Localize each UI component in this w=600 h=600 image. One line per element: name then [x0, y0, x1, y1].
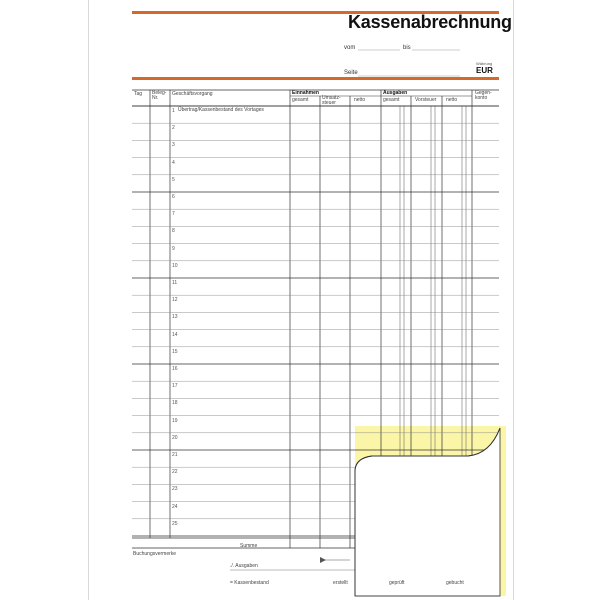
seite-label: Seite — [344, 70, 358, 76]
row-number: 11 — [172, 280, 178, 286]
form-title: Kassenabrechnung — [348, 12, 512, 32]
row-number: 24 — [172, 503, 178, 510]
row-number: 19 — [172, 417, 178, 424]
row-number: 5 — [172, 176, 175, 183]
bis-label: bis — [403, 45, 411, 51]
row-number: 18 — [172, 400, 178, 407]
row-number: 1 — [172, 108, 175, 114]
row-number: 23 — [172, 486, 178, 493]
summe-label: Summe — [240, 543, 258, 549]
row-number: 21 — [172, 452, 178, 458]
header-umsatzsteuer: Umsatz-steuer — [322, 95, 341, 106]
ausgaben-label: ./. Ausgaben — [230, 563, 258, 569]
gebucht-label: gebucht — [446, 580, 464, 586]
row-number: 17 — [172, 383, 178, 390]
row-number: 12 — [172, 297, 178, 304]
buchungsvermerke-label: Buchungsvermerke — [133, 551, 177, 557]
row-number: 14 — [172, 331, 178, 338]
row-number: 4 — [172, 159, 175, 166]
row-number: 20 — [172, 434, 178, 441]
row-number: 9 — [172, 245, 175, 252]
row-number: 3 — [172, 142, 175, 149]
row-number: 7 — [172, 211, 175, 218]
header-einnahmen-gesamt: gesamt — [292, 97, 309, 103]
geprueft-label: geprüft — [389, 580, 405, 586]
row-number: 6 — [172, 194, 175, 200]
row-number: 22 — [172, 469, 178, 476]
header-vorsteuer: Vorsteuer — [415, 97, 437, 103]
header-geschaeftsvorgang: Geschäftsvorgang — [172, 91, 213, 97]
row-number: 13 — [172, 314, 178, 321]
erstellt-label: erstellt — [333, 580, 348, 586]
header-beleg-nr: Beleg-Nr. — [152, 90, 167, 101]
first-row-text: Übertrag/Kassenbestand des Vortages — [178, 107, 264, 113]
header-tag: Tag — [134, 91, 143, 97]
currency-caption: Währung — [476, 61, 493, 66]
row-number: 10 — [172, 262, 178, 269]
header-ausgaben: Ausgaben — [383, 90, 408, 96]
header-einnahmen-netto: netto — [354, 97, 366, 103]
row-number: 25 — [172, 520, 178, 527]
row-number: 2 — [172, 125, 175, 132]
header-gegenkonto: Gegen-konto — [475, 90, 492, 101]
header-ausgaben-gesamt: gesamt — [383, 97, 400, 103]
vom-label: vom — [344, 45, 356, 51]
kassenbestand-label: = Kassenbestand — [230, 580, 269, 586]
bottom-accent-bar — [132, 77, 499, 80]
header-einnahmen: Einnahmen — [292, 90, 319, 96]
row-number: 15 — [172, 348, 178, 355]
header-ausgaben-netto: netto — [446, 97, 458, 103]
row-number: 8 — [172, 228, 175, 235]
currency-code: EUR — [476, 66, 493, 75]
row-number: 16 — [172, 366, 178, 372]
